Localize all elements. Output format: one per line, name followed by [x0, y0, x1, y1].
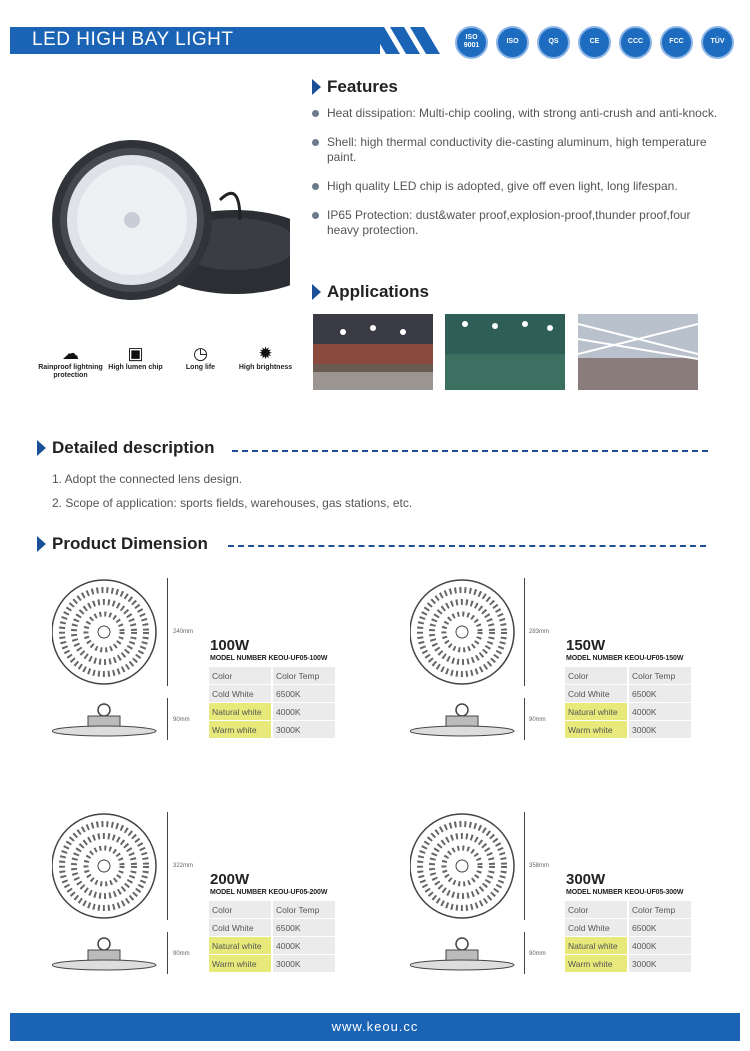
list-item: Heat dissipation: Multi-chip cooling, with strong anti-crush and anti-knock. — [312, 106, 722, 121]
divider — [232, 450, 708, 452]
ccc-logo: CCC — [619, 26, 652, 59]
product-drawing — [52, 578, 162, 740]
product-model: MODEL NUMBER KEOU-UF05-300W — [566, 889, 684, 896]
spec-table — [565, 667, 693, 739]
clock-icon: ◷ — [193, 344, 208, 363]
description-item: 1. Adopt the connected lens design. — [52, 472, 243, 486]
dimension-line — [167, 932, 168, 974]
bullet-icon — [312, 212, 319, 219]
height-label: 90mm — [173, 717, 190, 723]
table-row: Cold White 6500K — [209, 919, 336, 937]
chip-icon: ▣ — [127, 344, 144, 363]
product-model: MODEL NUMBER KEOU-UF05-200W — [210, 889, 328, 896]
height-label: 90mm — [529, 717, 546, 723]
height-label: 90mm — [173, 951, 190, 957]
height-label: 90mm — [529, 951, 546, 957]
bullet-icon — [312, 183, 319, 190]
heading-arrow-icon — [312, 79, 321, 95]
list-item: IP65 Protection: dust&water proof,explosion-proof,thunder proof,four heavy protection. — [312, 208, 722, 238]
feature-high-lumen: ▣ High lumen chip — [103, 344, 168, 380]
product-watt: 300W — [566, 871, 606, 888]
table-row: Cold White 6500K — [565, 685, 692, 703]
diameter-label: 240mm — [173, 629, 194, 635]
table-row: Natural white 4000K — [209, 703, 336, 721]
bullet-icon — [312, 110, 319, 117]
table-row: Natural white 4000K — [209, 937, 336, 955]
dimension-line — [167, 698, 168, 740]
applications-heading: Applications — [312, 282, 429, 302]
product-model: MODEL NUMBER KEOU-UF05-100W — [210, 655, 328, 662]
table-row: Natural white 4000K — [565, 703, 692, 721]
cloud-lightning-icon: ☁ — [62, 344, 79, 363]
features-list — [312, 106, 722, 252]
divider — [228, 545, 706, 547]
dimension-line — [524, 578, 525, 686]
fcc-logo: FCC — [660, 26, 693, 59]
page-title: LED HIGH BAY LIGHT — [32, 29, 234, 50]
title-bar-stripes — [370, 27, 442, 54]
feature-rainproof: ☁ Rainproof lightning protection — [38, 344, 103, 379]
table-row: Warm white 3000K — [565, 955, 692, 973]
table-row: Color Color Temp — [565, 901, 692, 919]
spec-table — [209, 901, 337, 973]
product-drawing — [410, 812, 520, 974]
table-row: Color Color Temp — [565, 667, 692, 685]
diameter-label: 358mm — [529, 863, 550, 869]
product-watt: 100W — [210, 637, 250, 654]
description-item: 2. Scope of application: sports fields, warehouses, gas stations, etc. — [52, 496, 413, 510]
product-model: MODEL NUMBER KEOU-UF05-150W — [566, 655, 684, 662]
application-photo-factory — [578, 314, 698, 390]
sun-icon: ✹ — [258, 344, 273, 363]
product-image — [40, 140, 290, 310]
diameter-label: 283mm — [529, 629, 550, 635]
list-item: High quality LED chip is adopted, give off even light, long lifespan. — [312, 179, 722, 194]
heading-arrow-icon — [312, 284, 321, 300]
detailed-description-heading: Detailed description — [37, 438, 214, 458]
feature-icons — [38, 344, 298, 380]
footer-website[interactable]: www.keou.cc — [10, 1013, 740, 1041]
dimension-line — [524, 698, 525, 740]
application-photo-hall — [445, 314, 565, 390]
table-row: Warm white 3000K — [209, 721, 336, 739]
product-drawing — [52, 812, 162, 974]
product-drawing — [410, 578, 520, 740]
dimension-line — [167, 578, 168, 686]
bullet-icon — [312, 139, 319, 146]
table-row: Warm white 3000K — [209, 955, 336, 973]
product-watt: 150W — [566, 637, 606, 654]
iso9001-logo: ISO 9001 — [455, 26, 488, 59]
ce-logo: CE — [578, 26, 611, 59]
table-row: Warm white 3000K — [565, 721, 692, 739]
features-heading: Features — [312, 77, 398, 97]
certification-logos — [455, 20, 745, 64]
iso-logo: ISO — [496, 26, 529, 59]
dimension-line — [167, 812, 168, 920]
diameter-label: 322mm — [173, 863, 194, 869]
table-row: Color Color Temp — [209, 901, 336, 919]
product-dimension-heading: Product Dimension — [37, 534, 208, 554]
qs-logo: QS — [537, 26, 570, 59]
tuv-logo: TÜV — [701, 26, 734, 59]
table-row: Cold White 6500K — [209, 685, 336, 703]
dimension-line — [524, 812, 525, 920]
product-watt: 200W — [210, 871, 250, 888]
table-row: Cold White 6500K — [565, 919, 692, 937]
spec-table — [565, 901, 693, 973]
feature-long-life: ◷ Long life — [168, 344, 233, 380]
dimension-line — [524, 932, 525, 974]
table-row: Color Color Temp — [209, 667, 336, 685]
heading-arrow-icon — [37, 440, 46, 456]
application-photo-warehouse — [313, 314, 433, 390]
spec-table — [209, 667, 337, 739]
feature-high-brightness: ✹ High brightness — [233, 344, 298, 380]
heading-arrow-icon — [37, 536, 46, 552]
list-item: Shell: high thermal conductivity die-casting aluminum, high temperature paint. — [312, 135, 722, 165]
table-row: Natural white 4000K — [565, 937, 692, 955]
